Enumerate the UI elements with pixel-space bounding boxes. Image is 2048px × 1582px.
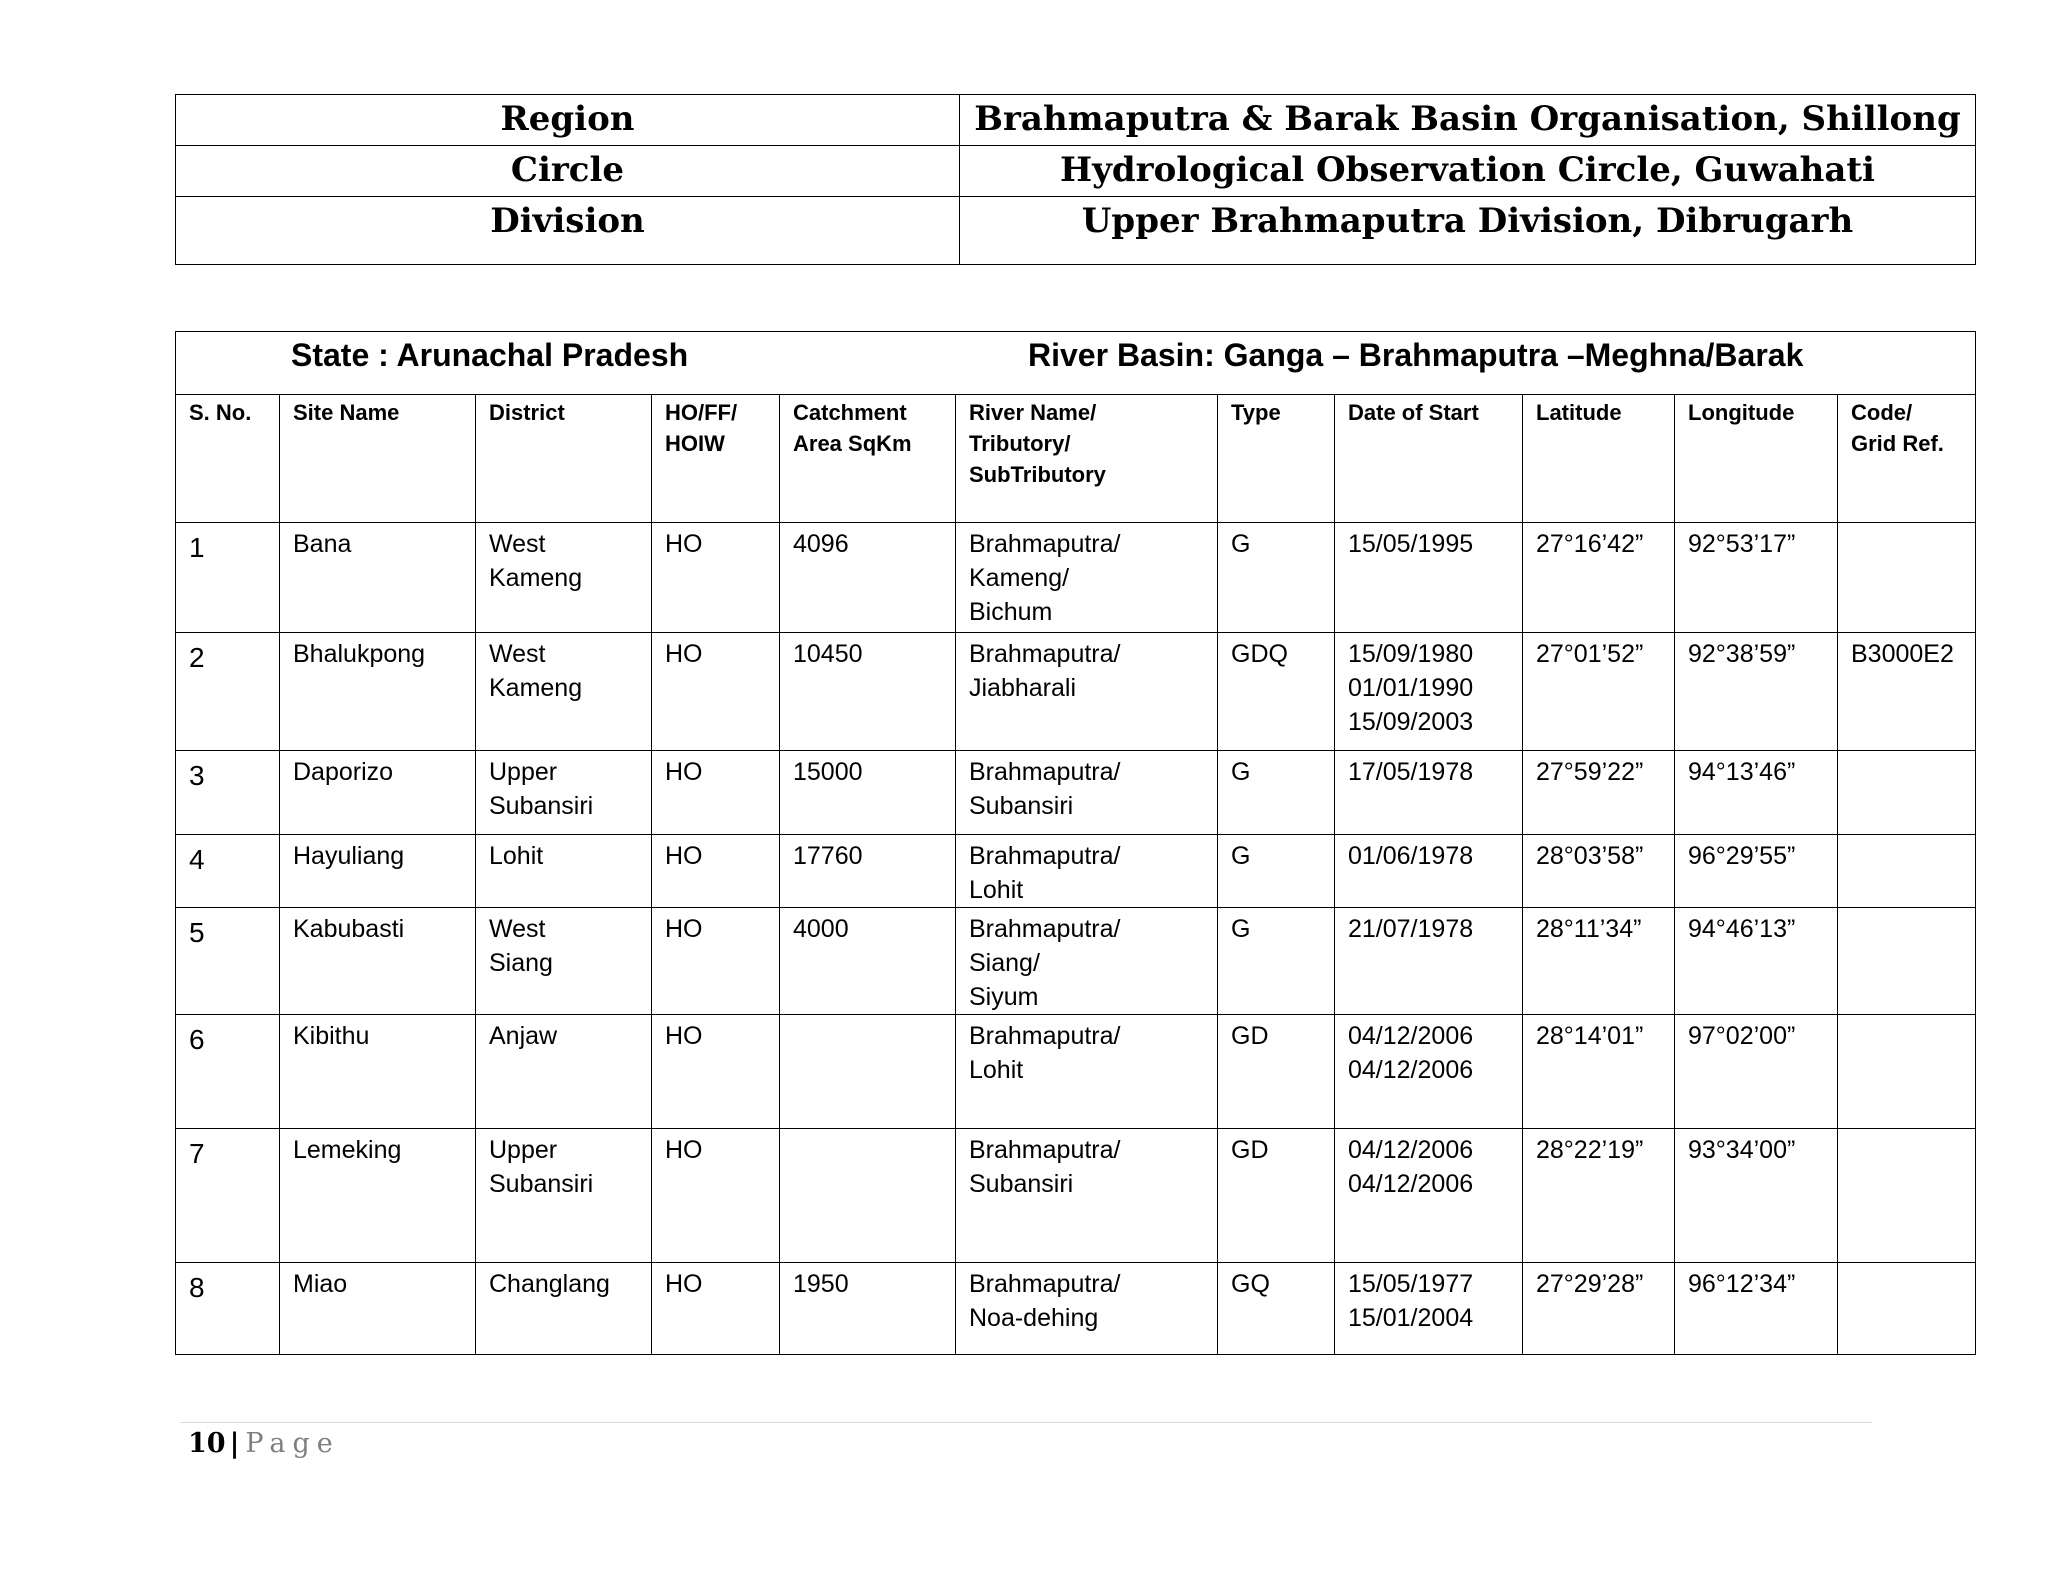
ho-cell: HO: [652, 908, 780, 1015]
district-cell-line: Kameng: [489, 674, 583, 702]
longitude-cell: 94°13’46”: [1675, 751, 1838, 835]
river-name-cell-line: Siyum: [969, 983, 1039, 1011]
date-of-start-cell: [1335, 908, 1523, 1015]
column-header: [1218, 395, 1335, 523]
ho-cell: HO: [652, 1129, 780, 1263]
column-header-line: District: [489, 400, 565, 425]
latitude-cell: 27°16’42”: [1523, 523, 1675, 633]
type-cell: GDQ: [1218, 633, 1335, 751]
river-name-cell: [956, 908, 1218, 1015]
district-cell: [476, 1129, 652, 1263]
river-name-cell: [956, 1129, 1218, 1263]
column-header: [1838, 395, 1976, 523]
river-name-cell-line: Brahmaputra/: [969, 1136, 1121, 1164]
table-title-cell: [176, 332, 1976, 395]
page-label: Page: [245, 1428, 340, 1459]
column-header: [176, 395, 280, 523]
column-header: [780, 395, 956, 523]
river-name-cell-line: Brahmaputra/: [969, 758, 1121, 786]
district-cell-line: Siang: [489, 949, 553, 977]
code-cell: [1838, 908, 1976, 1015]
river-name-cell: [956, 523, 1218, 633]
header-value: Upper Brahmaputra Division, Dibrugarh: [960, 197, 1976, 265]
date-of-start-cell: [1335, 633, 1523, 751]
date-of-start-cell: [1335, 1015, 1523, 1129]
river-name-cell-line: Bichum: [969, 598, 1053, 626]
header-label: Division: [176, 197, 960, 265]
code-cell: [1838, 751, 1976, 835]
district-cell: [476, 1263, 652, 1355]
ho-cell: HO: [652, 523, 780, 633]
code-cell: [1838, 1129, 1976, 1263]
district-cell-line: Kameng: [489, 564, 583, 592]
type-cell: GD: [1218, 1129, 1335, 1263]
district-cell: [476, 523, 652, 633]
latitude-cell: 28°03’58”: [1523, 835, 1675, 908]
column-header-line: Code/: [1851, 400, 1913, 425]
river-name-cell-line: Lohit: [969, 876, 1024, 904]
latitude-cell: 28°14’01”: [1523, 1015, 1675, 1129]
date-of-start-cell: [1335, 1263, 1523, 1355]
district-cell: [476, 633, 652, 751]
date-of-start-cell-line: 01/06/1978: [1348, 842, 1474, 870]
header-label: Circle: [176, 146, 960, 197]
serial-number-cell: 2: [176, 633, 280, 751]
date-of-start-cell-line: 15/09/1980: [1348, 640, 1474, 668]
date-of-start-cell-line: 01/01/1990: [1348, 674, 1474, 702]
longitude-cell: 92°38’59”: [1675, 633, 1838, 751]
serial-number-cell: 7: [176, 1129, 280, 1263]
date-of-start-cell-line: 15/05/1977: [1348, 1270, 1474, 1298]
table-row: [176, 1263, 1976, 1355]
header-row: [176, 95, 1976, 146]
serial-number-cell: 6: [176, 1015, 280, 1129]
date-of-start-cell: [1335, 1129, 1523, 1263]
catchment-area-cell: 1950: [780, 1263, 956, 1355]
catchment-area-cell: 17760: [780, 835, 956, 908]
catchment-area-cell: 15000: [780, 751, 956, 835]
river-name-cell-line: Subansiri: [969, 1170, 1074, 1198]
river-name-cell: [956, 751, 1218, 835]
column-header-line: Date of Start: [1348, 400, 1479, 425]
catchment-area-cell: 10450: [780, 633, 956, 751]
catchment-area-cell: [780, 1015, 956, 1129]
latitude-cell: 28°22’19”: [1523, 1129, 1675, 1263]
site-name-cell: Bana: [280, 523, 476, 633]
column-header-line: Latitude: [1536, 400, 1622, 425]
district-cell-line: Changlang: [489, 1270, 610, 1298]
latitude-cell: 27°29’28”: [1523, 1263, 1675, 1355]
longitude-cell: 97°02’00”: [1675, 1015, 1838, 1129]
table-row: [176, 908, 1976, 1015]
latitude-cell: 28°11’34”: [1523, 908, 1675, 1015]
river-name-cell: [956, 835, 1218, 908]
district-cell: [476, 1015, 652, 1129]
date-of-start-cell-line: 04/12/2006: [1348, 1170, 1474, 1198]
column-header-line: S. No.: [189, 400, 252, 425]
date-of-start-cell: [1335, 523, 1523, 633]
table-row: [176, 751, 1976, 835]
site-name-cell: Lemeking: [280, 1129, 476, 1263]
page-number: 10: [188, 1428, 226, 1459]
date-of-start-cell-line: 04/12/2006: [1348, 1136, 1474, 1164]
river-name-cell-line: Brahmaputra/: [969, 640, 1121, 668]
district-cell-line: Lohit: [489, 842, 544, 870]
river-name-cell-line: Siang/: [969, 949, 1040, 977]
column-header-line: Catchment: [793, 400, 907, 425]
type-cell: G: [1218, 523, 1335, 633]
river-name-cell-line: Brahmaputra/: [969, 842, 1121, 870]
type-cell: G: [1218, 751, 1335, 835]
river-name-cell-line: Brahmaputra/: [969, 915, 1121, 943]
longitude-cell: 93°34’00”: [1675, 1129, 1838, 1263]
table-row: [176, 633, 1976, 751]
column-header: [1523, 395, 1675, 523]
district-cell-line: Upper: [489, 758, 558, 786]
district-cell: [476, 835, 652, 908]
column-header-line: Longitude: [1688, 400, 1795, 425]
river-name-cell: [956, 633, 1218, 751]
table-row: [176, 523, 1976, 633]
site-name-cell: Daporizo: [280, 751, 476, 835]
site-name-cell: Kibithu: [280, 1015, 476, 1129]
column-header-line: Type: [1231, 400, 1281, 425]
ho-cell: HO: [652, 633, 780, 751]
code-cell: [1838, 1015, 1976, 1129]
column-header: [476, 395, 652, 523]
type-cell: GD: [1218, 1015, 1335, 1129]
river-name-cell: [956, 1263, 1218, 1355]
header-value: Brahmaputra & Barak Basin Organisation, Shillong: [960, 95, 1976, 146]
district-cell-line: West: [489, 530, 546, 558]
latitude-cell: 27°01’52”: [1523, 633, 1675, 751]
column-header: [1335, 395, 1523, 523]
river-name-cell-line: Brahmaputra/: [969, 1022, 1121, 1050]
serial-number-cell: 4: [176, 835, 280, 908]
ho-cell: HO: [652, 1015, 780, 1129]
date-of-start-cell-line: 04/12/2006: [1348, 1022, 1474, 1050]
state-label: State : Arunachal Pradesh: [291, 337, 689, 373]
latitude-cell: 27°59’22”: [1523, 751, 1675, 835]
code-cell: B3000E2: [1838, 633, 1976, 751]
date-of-start-cell: [1335, 835, 1523, 908]
ho-cell: HO: [652, 1263, 780, 1355]
serial-number-cell: 5: [176, 908, 280, 1015]
serial-number-cell: 8: [176, 1263, 280, 1355]
column-header: [1675, 395, 1838, 523]
ho-cell: HO: [652, 835, 780, 908]
site-name-cell: Bhalukpong: [280, 633, 476, 751]
catchment-area-cell: 4096: [780, 523, 956, 633]
header-row: [176, 146, 1976, 197]
district-cell-line: Subansiri: [489, 1170, 594, 1198]
stations-table: [175, 331, 1976, 1355]
date-of-start-cell-line: 04/12/2006: [1348, 1056, 1474, 1084]
site-name-cell: Hayuliang: [280, 835, 476, 908]
site-name-cell: Miao: [280, 1263, 476, 1355]
table-row: [176, 1015, 1976, 1129]
code-cell: [1838, 835, 1976, 908]
header-row: [176, 197, 1976, 265]
river-basin-label: River Basin: Ganga – Brahmaputra –Meghna/Barak: [1028, 337, 1804, 373]
column-header: [280, 395, 476, 523]
table-row: [176, 1129, 1976, 1263]
column-header: [956, 395, 1218, 523]
column-header-line: Site Name: [293, 400, 400, 425]
column-header-line: SubTributory: [969, 462, 1106, 487]
column-header-row: [176, 395, 1976, 523]
longitude-cell: 94°46’13”: [1675, 908, 1838, 1015]
district-cell-line: West: [489, 915, 546, 943]
river-name-cell: [956, 1015, 1218, 1129]
date-of-start-cell: [1335, 751, 1523, 835]
code-cell: [1838, 523, 1976, 633]
column-header-line: Grid Ref.: [1851, 431, 1944, 456]
river-name-cell-line: Jiabharali: [969, 674, 1077, 702]
footer-divider: [180, 1422, 1872, 1423]
river-name-cell-line: Lohit: [969, 1056, 1024, 1084]
site-name-cell: Kabubasti: [280, 908, 476, 1015]
river-name-cell-line: Subansiri: [969, 792, 1074, 820]
district-cell-line: West: [489, 640, 546, 668]
longitude-cell: 92°53’17”: [1675, 523, 1838, 633]
date-of-start-cell-line: 15/09/2003: [1348, 708, 1474, 736]
column-header-line: HO/FF/: [665, 400, 738, 425]
district-cell: [476, 908, 652, 1015]
catchment-area-cell: 4000: [780, 908, 956, 1015]
river-name-cell-line: Kameng/: [969, 564, 1070, 592]
river-name-cell-line: Noa-dehing: [969, 1304, 1099, 1332]
table-title-row: [176, 332, 1976, 395]
column-header-line: Tributory/: [969, 431, 1071, 456]
date-of-start-cell-line: 17/05/1978: [1348, 758, 1474, 786]
footer-separator: |: [229, 1428, 240, 1459]
column-header: [652, 395, 780, 523]
river-name-cell-line: Brahmaputra/: [969, 530, 1121, 558]
longitude-cell: 96°12’34”: [1675, 1263, 1838, 1355]
date-of-start-cell-line: 21/07/1978: [1348, 915, 1474, 943]
code-cell: [1838, 1263, 1976, 1355]
catchment-area-cell: [780, 1129, 956, 1263]
header-label: Region: [176, 95, 960, 146]
ho-cell: HO: [652, 751, 780, 835]
column-header-line: River Name/: [969, 400, 1097, 425]
district-cell: [476, 751, 652, 835]
type-cell: GQ: [1218, 1263, 1335, 1355]
type-cell: G: [1218, 835, 1335, 908]
longitude-cell: 96°29’55”: [1675, 835, 1838, 908]
river-name-cell-line: Brahmaputra/: [969, 1270, 1121, 1298]
date-of-start-cell-line: 15/01/2004: [1348, 1304, 1474, 1332]
header-table: [175, 94, 1976, 265]
serial-number-cell: 1: [176, 523, 280, 633]
column-header-line: Area SqKm: [793, 431, 912, 456]
header-value: Hydrological Observation Circle, Guwahati: [960, 146, 1976, 197]
district-cell-line: Upper: [489, 1136, 558, 1164]
date-of-start-cell-line: 15/05/1995: [1348, 530, 1474, 558]
type-cell: G: [1218, 908, 1335, 1015]
district-cell-line: Subansiri: [489, 792, 594, 820]
district-cell-line: Anjaw: [489, 1022, 558, 1050]
page-footer: [188, 1428, 340, 1459]
serial-number-cell: 3: [176, 751, 280, 835]
table-row: [176, 835, 1976, 908]
column-header-line: HOIW: [665, 431, 725, 456]
